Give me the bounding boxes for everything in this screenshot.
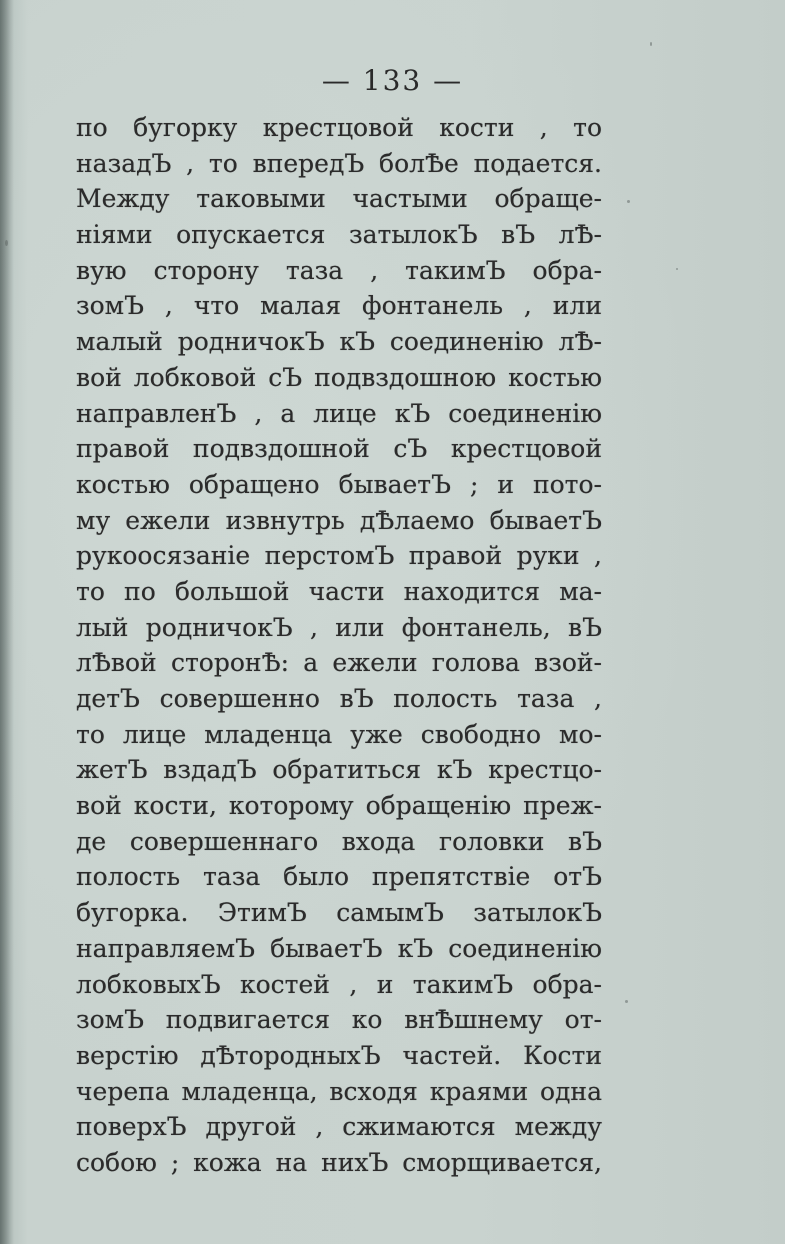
text-line: зомЪ , что малая фонтанель , или [76, 291, 602, 321]
paper-speck [676, 268, 678, 270]
text-line: Между таковыми частыми обраще- [76, 184, 602, 214]
text-line: черепа младенца, всходя краями одна [76, 1076, 602, 1106]
text-line: де совершеннаго входа головки вЪ [76, 826, 602, 856]
paper-speck [625, 1000, 628, 1003]
text-line: правой подвздошной сЪ крестцовой [76, 434, 602, 464]
text-line: жетЪ вздадЪ обратиться кЪ крестцо- [76, 755, 602, 785]
text-line: бугорка. ЭтимЪ самымЪ затылокЪ [76, 898, 602, 928]
text-line: поверхЪ другой , сжимаются между [76, 1112, 602, 1142]
text-line: лѢвой сторонѢ: а ежели голова взой- [76, 648, 602, 678]
text-line: костью обращено бываетЪ ; и пото- [76, 469, 602, 499]
text-line: направленЪ , а лице кЪ соединенiю [76, 398, 602, 428]
text-line: му ежели извнутрь дѢлаемо бываетЪ [76, 505, 602, 535]
text-line: лый родничокЪ , или фонтанель, вЪ [76, 612, 602, 642]
text-line: полость таза было препятствiе отЪ [76, 862, 602, 892]
text-line: детЪ совершенно вЪ полость таза , [76, 684, 602, 713]
paper-speck [650, 42, 652, 46]
text-line: по бугорку крестцовой кости , то [76, 113, 602, 142]
text-line: направляемЪ бываетЪ кЪ соединенiю [76, 933, 602, 963]
paper-speck [627, 200, 630, 203]
text-line: зомЪ подвигается ко внѢшнему от- [76, 1005, 602, 1035]
text-line: вую сторону таза , такимЪ обра- [76, 255, 602, 285]
text-line: вой лобковой сЪ подвздошною костью [76, 362, 602, 392]
text-line: рукоосязанiе перстомЪ правой руки , [76, 541, 602, 571]
text-line: вой кости, которому обращенiю преж- [76, 791, 602, 821]
text-line: малый родничокЪ кЪ соединенiю лѢ- [76, 327, 602, 357]
text-line: лобковыхЪ костей , и такимЪ обра- [76, 969, 602, 999]
text-line: назадЪ , то впередЪ болѢе подается. [76, 148, 602, 178]
text-line: верстiю дѢтородныхЪ частей. Кости [76, 1040, 602, 1070]
text-line: собою ; кожа на нихЪ сморщивается, [76, 1147, 602, 1177]
page-number: — 133 — [321, 64, 464, 97]
text-line: нiями опускается затылокЪ вЪ лѢ- [76, 220, 602, 250]
text-line: то лице младенца уже свободно мо- [76, 719, 602, 749]
body-text [76, 110, 602, 1181]
text-line: то по большой части находится ма- [76, 576, 602, 606]
binding-edge-shadow [0, 0, 14, 1244]
paper-speck [5, 240, 8, 246]
